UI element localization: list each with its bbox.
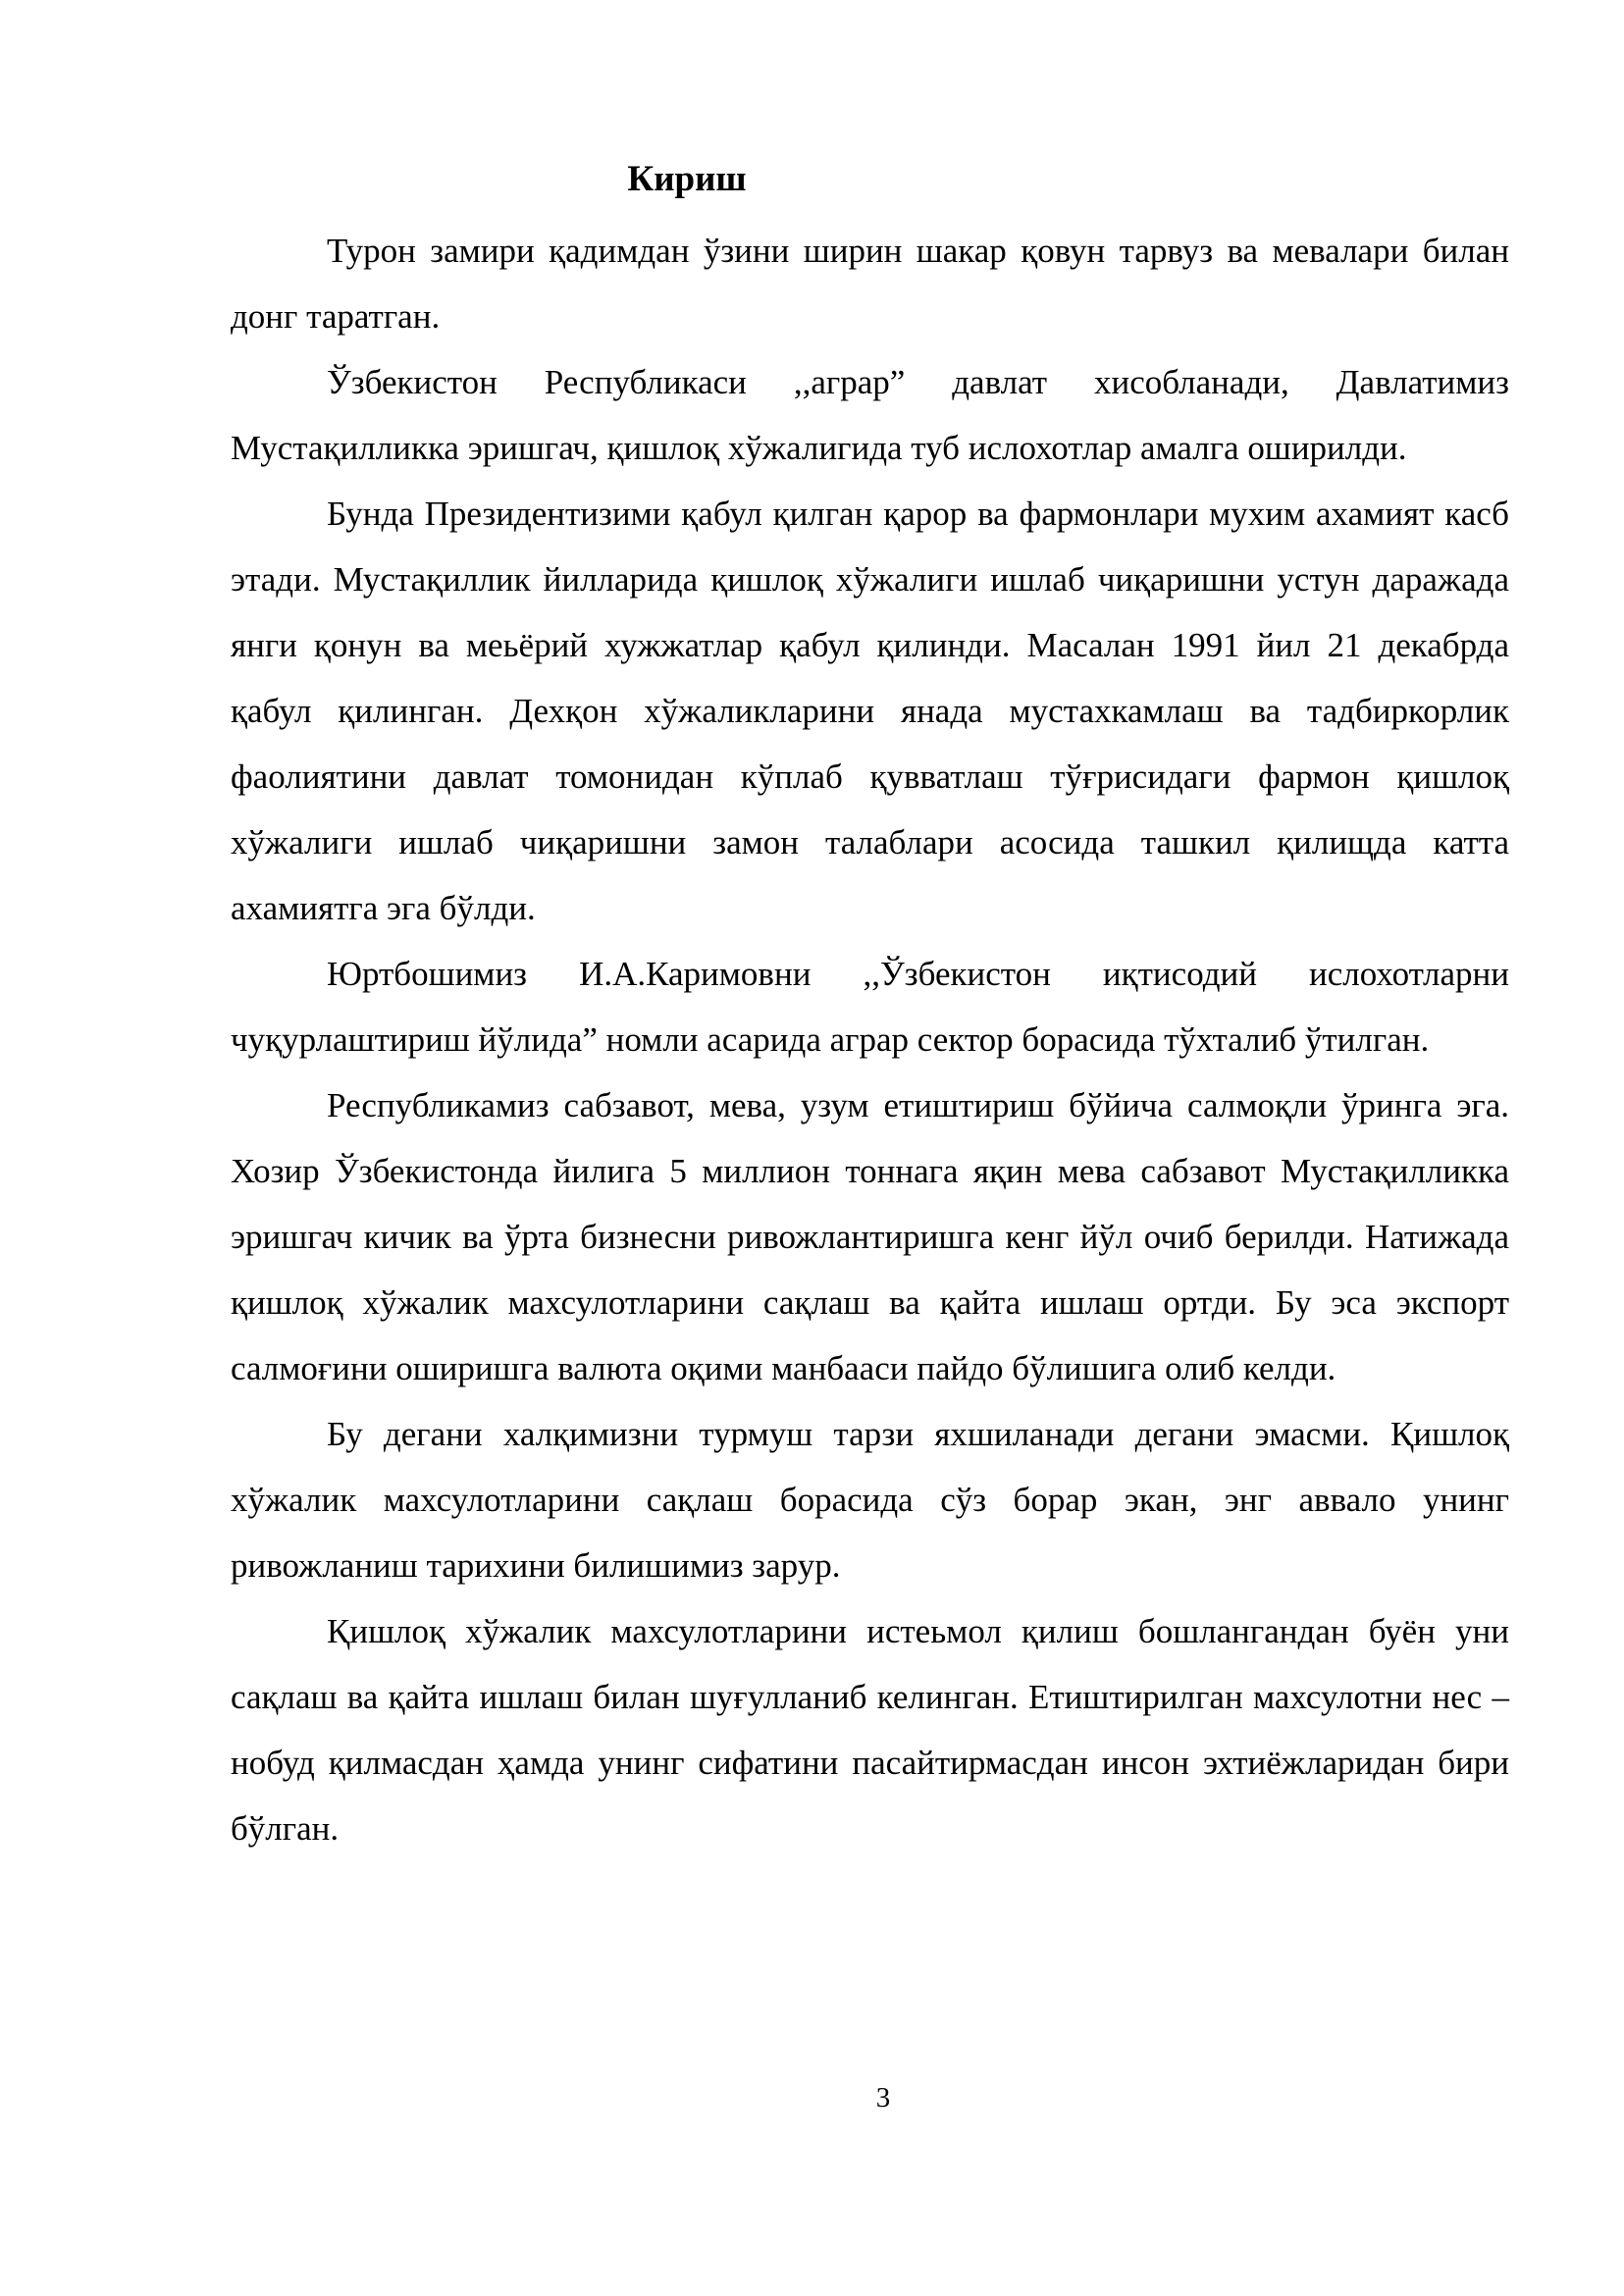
paragraph-3: Бунда Президентизими қабул қилган қарор ва фармонлари мухим ахамият касб этади. Мустақиллик йилларида қишлоқ хўжалиги ишлаб чиқаришни устун даражада янги қонун ва меьёрий хужжатлар қабул қилинди. Масалан 1991 йил 21 декабрда қабул қилинган. Дехқон хўжаликларини янада мустахкамлаш ва тадбиркорлик фаолиятини давлат томонидан кўплаб қувватлаш тўғрисидаги фармон қишлоқ хўжалиги ишлаб чиқаришни замон талаблари асосида ташкил қилищда катта ахамиятга эга бўлди. [231, 495, 1509, 927]
paragraph-1: Турон замири қадимдан ўзини ширин шакар қовун тарвуз ва мевалари билан донг таратган. [231, 232, 1509, 336]
paragraph-4: Юртбошимиз И.А.Каримовни ,,Ўзбекистон иқтисодий ислохотларни чуқурлаштириш йўлида” номли асарида аграр сектор борасида тўхталиб ўтилган. [231, 955, 1509, 1059]
paragraph-6: Бу дегани халқимизни турмуш тарзи яхшиланади дегани эмасми. Қишлоқ хўжалик махсулотларини сақлаш борасида сўз борар экан, энг аввало унинг ривожланиш тарихини билишимиз зарур. [231, 1415, 1509, 1585]
page-number: 3 [875, 2082, 891, 2113]
paragraph-5: Республикамиз сабзавот, мева, узум етиштириш бўйича салмоқли ўринга эга. Хозир Ўзбекистонда йилига 5 миллион тоннага яқин мева сабзавот Мустақилликка эришгач кичик ва ўрта бизнесни ривожлантиришга кенг йўл очиб берилди. Натижада қишлоқ хўжалик махсулотларини сақлаш ва қайта ишлаш ортди. Бу эса экспорт салмоғини оширишга валюта оқими манбааси пайдо бўлишига олиб келди. [231, 1086, 1509, 1387]
paragraph-7: Қишлоқ хўжалик махсулотларини истеьмол қилиш бошлангандан буён уни сақлаш ва қайта ишлаш билан шуғулланиб келинган. Етиштирилган махсулотни нес – нобуд қилмасдан ҳамда унинг сифатини пасайтирмасдан инсон эхтиёжларидан бири бўлган. [231, 1612, 1509, 1848]
page-title: Кириш [627, 159, 747, 199]
paragraph-2: Ўзбекистон Республикаси ,,аграр” давлат хисобланади, Давлатимиз Мустақилликка эришгач, қишлоқ хўжалигида туб ислохотлар амалга оширилди. [231, 363, 1509, 467]
body-text [231, 218, 1509, 1861]
